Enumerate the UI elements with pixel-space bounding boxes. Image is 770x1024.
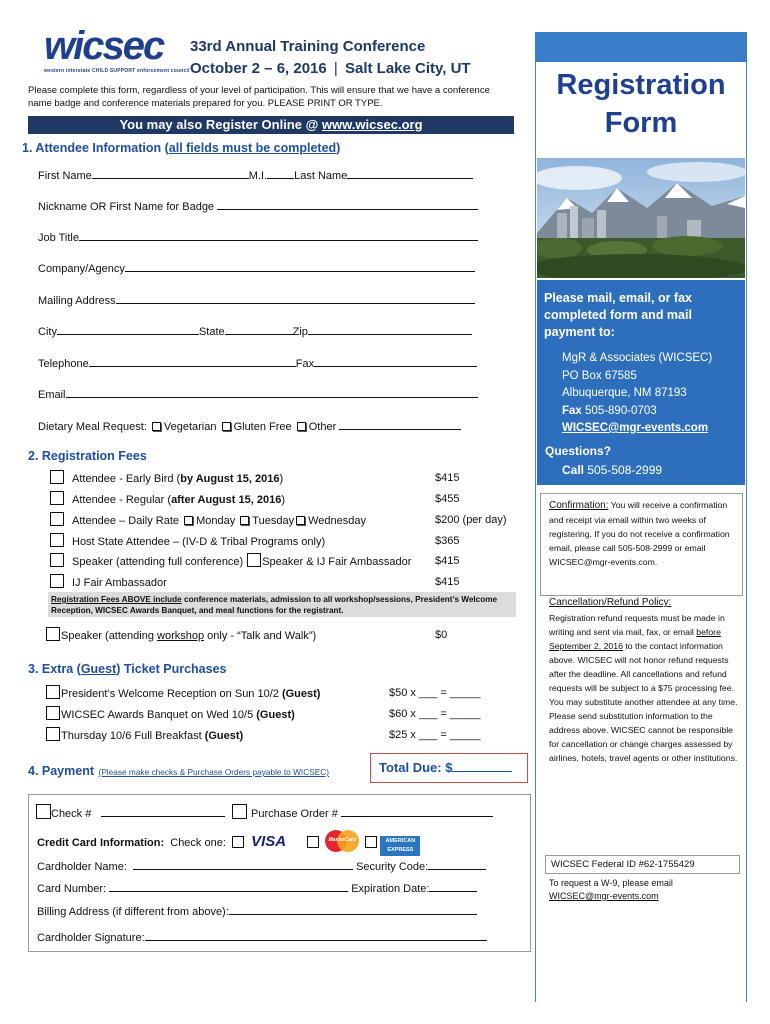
intro-text: Please complete this form, regardless of your level of participation. This will ensure that we have a conference name badge and conference materials prepared for you. PLEASE PRINT OR TYPE. xyxy=(28,85,490,109)
logo-tagline: western interstate CHILD SUPPORT enforcement council xyxy=(44,68,190,74)
state-field[interactable] xyxy=(225,323,293,335)
ij-fair-checkbox[interactable] xyxy=(50,574,64,588)
mailing-address-block: MgR & Associates (WICSEC) PO Box 67585 Albuquerque, NM 87193 Fax 505-890-0703 WICSEC@mgr-events.com xyxy=(562,350,712,438)
banquet-checkbox[interactable] xyxy=(46,706,60,720)
mailing-row: Mailing Address xyxy=(38,292,475,307)
workshop-speaker-checkbox[interactable] xyxy=(46,627,60,641)
w9-email-link[interactable]: WICSEC@mgr-events.com xyxy=(549,891,659,901)
mailing-address-field[interactable] xyxy=(116,292,475,304)
zip-field[interactable] xyxy=(308,323,472,335)
host-state-checkbox[interactable] xyxy=(50,533,64,547)
other-diet-checkbox[interactable] xyxy=(297,422,306,431)
fee-row-ij-fair: IJ Fair Ambassador xyxy=(50,574,167,594)
name-row: First Name M.I. Last Name xyxy=(38,167,473,182)
extra-row-breakfast: Thursday 10/6 Full Breakfast (Guest) xyxy=(46,727,243,747)
wednesday-checkbox[interactable] xyxy=(296,516,305,525)
reception-price: $50 x ___ = _____ xyxy=(389,687,481,699)
breakfast-checkbox[interactable] xyxy=(46,727,60,741)
total-due-box: Total Due: $ xyxy=(370,753,528,783)
banquet-price: $60 x ___ = _____ xyxy=(389,708,481,720)
daily-amount: $200 (per day) xyxy=(435,514,507,526)
extra-row-reception: President’s Welcome Reception on Sun 10/2 (Guest) xyxy=(46,685,320,705)
nickname-row: Nickname OR First Name for Badge xyxy=(38,198,478,213)
fee-row-early-bird: Attendee - Early Bird (by August 15, 2016) xyxy=(50,470,283,490)
other-diet-field[interactable] xyxy=(339,418,461,430)
salt-lake-city-photo xyxy=(537,158,745,278)
job-title-row: Job Title xyxy=(38,229,478,244)
reception-checkbox[interactable] xyxy=(46,685,60,699)
breakfast-price: $25 x ___ = _____ xyxy=(389,729,481,741)
first-name-field[interactable] xyxy=(92,167,249,179)
check-row: Check # xyxy=(36,804,225,820)
visa-logo: VISA xyxy=(251,833,287,850)
daily-rate-checkbox[interactable] xyxy=(50,512,64,526)
email-field[interactable] xyxy=(66,386,478,398)
fee-row-daily: Attendee – Daily Rate Monday Tuesday Wednesday xyxy=(50,512,366,532)
cancellation-policy: Cancellation/Refund Policy: Registration refund requests must be made in writing and sent via mail, fax, or email before September 2, 2016 to the contact information above. WICSEC will not honor refund requests after the deadline. All cancellations and refund requests will be subject to a $75 processing fee. You may substitute another attendee at any time. Please send substitution information to the address above. WICSEC cannot be responsible for cancellation or change charges assessed by airlines, hotels, travel agents or other institutions. xyxy=(549,597,738,763)
online-register-banner: You may also Register Online @ www.wicsec.org xyxy=(28,116,514,134)
telephone-row: Telephone Fax xyxy=(38,355,477,370)
fees-note: Registration Fees ABOVE include conference materials, admission to all workshop/sessions, President’s Welcome Reception, WICSEC Awards Banquet, and meal functions for the registrant. xyxy=(48,592,516,617)
fees-section-title: 2. Registration Fees xyxy=(28,449,147,463)
regular-checkbox[interactable] xyxy=(50,491,64,505)
early-bird-checkbox[interactable] xyxy=(50,470,64,484)
card-number-field[interactable] xyxy=(109,880,348,892)
w9-request: To request a W-9, please email WICSEC@mgr-events.com xyxy=(549,877,739,903)
wicsec-url-link[interactable]: www.wicsec.org xyxy=(321,117,423,132)
mastercard-checkbox[interactable] xyxy=(307,836,319,848)
extra-section-title: 3. Extra (Guest) Ticket Purchases xyxy=(28,662,227,676)
expiration-date-field[interactable] xyxy=(429,880,477,892)
visa-checkbox[interactable] xyxy=(232,836,244,848)
nickname-field[interactable] xyxy=(217,198,478,210)
company-row: Company/Agency xyxy=(38,260,475,275)
early-bird-amount: $415 xyxy=(435,472,460,484)
wicsec-logo xyxy=(40,24,190,80)
security-code-field[interactable] xyxy=(428,858,486,870)
contact-email-link[interactable]: WICSEC@mgr-events.com xyxy=(562,422,709,434)
fax-field[interactable] xyxy=(314,355,477,367)
regular-amount: $455 xyxy=(435,493,460,505)
total-due-field[interactable] xyxy=(452,760,512,772)
cardholder-row: Cardholder Name: Security Code: xyxy=(37,858,486,873)
amex-checkbox[interactable] xyxy=(365,836,377,848)
logo-wordmark: wicsec xyxy=(44,24,164,68)
cardholder-name-field[interactable] xyxy=(133,858,353,870)
conference-dates-location: October 2 – 6, 2016 | Salt Lake City, UT xyxy=(190,60,471,77)
city-field[interactable] xyxy=(57,323,199,335)
email-row: Email xyxy=(38,386,478,401)
registration-form-title: Registration Form xyxy=(556,69,726,139)
workshop-speaker-amount: $0 xyxy=(435,629,448,641)
fee-row-regular: Attendee - Regular (after August 15, 2016) xyxy=(50,491,285,511)
cc-row: Credit Card Information: Check one: VISA MasterCard AMERICAN EXPRESS xyxy=(37,830,420,856)
card-number-row: Card Number: Expiration Date: xyxy=(37,880,477,895)
monday-checkbox[interactable] xyxy=(184,516,193,525)
last-name-field[interactable] xyxy=(347,167,473,179)
check-checkbox[interactable] xyxy=(36,804,51,819)
fee-row-host-state: Host State Attendee – (IV-D & Tribal Programs only) xyxy=(50,533,325,553)
po-number-field[interactable] xyxy=(341,805,493,817)
conference-title xyxy=(190,36,471,80)
company-field[interactable] xyxy=(125,260,475,272)
speaker-checkbox[interactable] xyxy=(50,553,64,567)
conference-name: 33rd Annual Training Conference xyxy=(190,38,426,55)
dietary-row: Dietary Meal Request: Vegetarian Gluten Free Other xyxy=(38,418,461,433)
payment-section-title: 4. Payment (Please make checks & Purchase Orders payable to WICSEC) xyxy=(28,764,330,778)
billing-row: Billing Address (if different from above): xyxy=(37,903,477,918)
check-number-field[interactable] xyxy=(101,805,225,817)
vegetarian-checkbox[interactable] xyxy=(152,422,161,431)
po-checkbox[interactable] xyxy=(232,804,247,819)
host-state-amount: $365 xyxy=(435,535,460,547)
signature-row: Cardholder Signature: xyxy=(37,929,487,944)
speaker-ij-checkbox[interactable] xyxy=(247,553,261,567)
signature-field[interactable] xyxy=(145,929,487,941)
federal-id-box: WICSEC Federal ID #62-1755429 xyxy=(545,855,740,874)
confirmation-box: Confirmation: You will receive a confirmation and receipt via email within two weeks of registering. If you do not receive a confirmation email, please call 505-508-2999 or email WICSEC@mgr-events.com. xyxy=(540,493,743,596)
tuesday-checkbox[interactable] xyxy=(240,516,249,525)
telephone-field[interactable] xyxy=(89,355,296,367)
job-title-field[interactable] xyxy=(79,229,478,241)
ij-fair-amount: $415 xyxy=(435,576,460,588)
extra-row-banquet: WICSEC Awards Banquet on Wed 10/5 (Guest) xyxy=(46,706,295,726)
mastercard-logo: MasterCard xyxy=(325,830,359,852)
mi-field[interactable] xyxy=(267,167,294,179)
speaker-amount: $415 xyxy=(435,555,460,567)
fee-row-speaker: Speaker (attending full conference) Speaker & IJ Fair Ambassador xyxy=(50,553,411,573)
side-top-bar xyxy=(535,32,747,62)
billing-address-field[interactable] xyxy=(229,903,477,915)
attendee-section-title: 1. Attendee Information (all fields must be completed) xyxy=(22,141,341,155)
gluten-free-checkbox[interactable] xyxy=(222,422,231,431)
mail-instructions: Please mail, email, or fax completed form and mail payment to: xyxy=(544,291,692,339)
city-row: City State Zip xyxy=(38,323,472,338)
po-row: Purchase Order # xyxy=(232,804,493,820)
amex-logo: AMERICAN EXPRESS xyxy=(380,836,420,856)
fee-row-workshop-speaker: Speaker (attending workshop only - “Talk and Walk”) xyxy=(46,627,316,647)
